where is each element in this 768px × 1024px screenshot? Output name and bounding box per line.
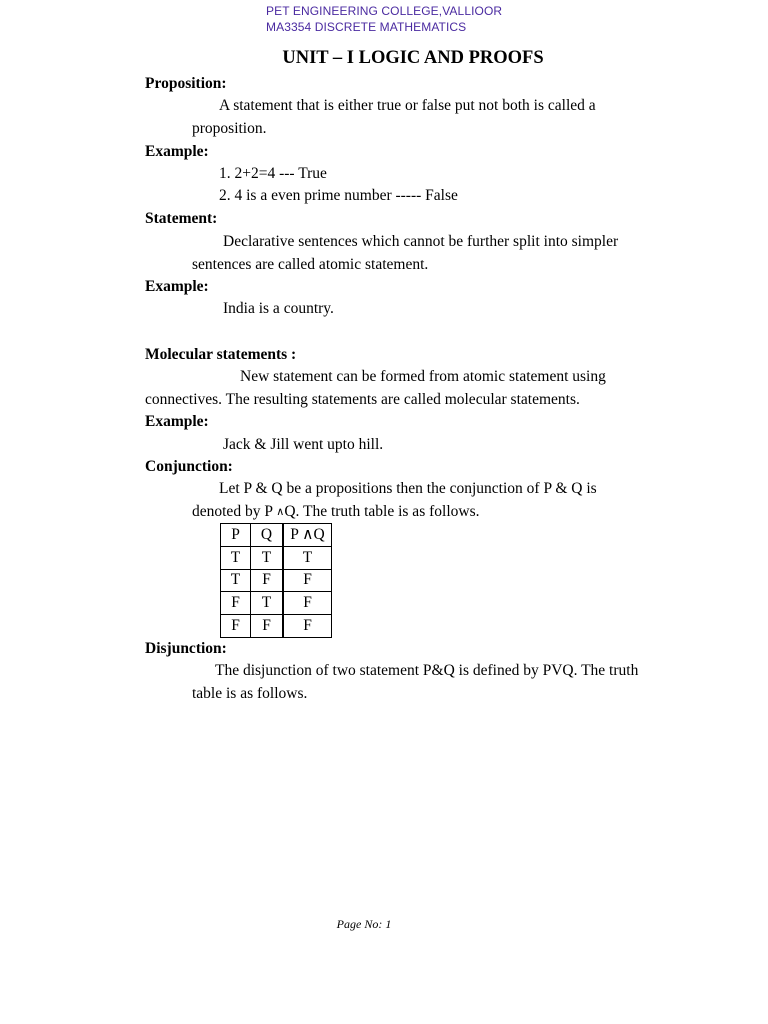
table-cell: F [221, 592, 251, 615]
disjunction-heading: Disjunction: [145, 640, 227, 657]
disjunction-line-2: table is as follows. [192, 685, 308, 702]
table-cell: T [251, 592, 284, 615]
table-row [221, 615, 332, 638]
table-cell: T [283, 546, 332, 569]
table-row [221, 592, 332, 615]
table-cell: F [283, 615, 332, 638]
proposition-line-2: proposition. [192, 120, 267, 137]
disjunction-line-1: The disjunction of two statement P&Q is defined by PVQ. The truth [215, 662, 639, 679]
statement-example: India is a country. [223, 300, 334, 317]
molecular-line-1: New statement can be formed from atomic statement using [240, 368, 606, 385]
molecular-line-2: connectives. The resulting statements are called molecular statements. [145, 391, 580, 408]
and-symbol: ∧ [276, 506, 285, 518]
conjunction-line-2 [192, 502, 479, 522]
proposition-example-1: 1. 2+2=4 --- True [219, 165, 327, 182]
molecular-example-heading: Example: [145, 413, 209, 430]
header-course: MA3354 DISCRETE MATHEMATICS [266, 20, 467, 34]
table-cell: F [283, 592, 332, 615]
table-header-cell: Q [251, 524, 284, 547]
table-header-cell: P ∧Q [283, 524, 332, 547]
table-cell: T [221, 546, 251, 569]
molecular-heading: Molecular statements : [145, 346, 297, 363]
table-cell: F [251, 615, 284, 638]
table-row [221, 569, 332, 592]
proposition-example-heading: Example: [145, 143, 209, 160]
conjunction-line-1: Let P & Q be a propositions then the conjunction of P & Q is [219, 480, 597, 497]
statement-line-1: Declarative sentences which cannot be further split into simpler [223, 233, 619, 250]
statement-line-2: sentences are called atomic statement. [192, 256, 429, 273]
table-cell: T [221, 569, 251, 592]
conjunction-line-2-start: denoted by P [192, 503, 273, 520]
statement-heading: Statement: [145, 210, 218, 227]
table-cell: F [283, 569, 332, 592]
proposition-line-1: A statement that is either true or false put not both is called a [219, 97, 596, 114]
statement-example-heading: Example: [145, 278, 209, 295]
proposition-example-2: 2. 4 is a even prime number ----- False [219, 187, 458, 204]
table-cell: F [221, 615, 251, 638]
table-cell: T [251, 546, 284, 569]
conjunction-truth-table [220, 523, 332, 638]
conjunction-heading: Conjunction: [145, 458, 233, 475]
table-header-row [221, 524, 332, 547]
page-title: UNIT – I LOGIC AND PROOFS [282, 48, 544, 68]
conjunction-line-2-end: Q. The truth table is as follows. [284, 503, 480, 520]
header-college: PET ENGINEERING COLLEGE,VALLIOOR [266, 4, 503, 18]
table-header-cell: P [221, 524, 251, 547]
table-cell: F [251, 569, 284, 592]
table-row [221, 546, 332, 569]
molecular-example: Jack & Jill went upto hill. [223, 436, 384, 453]
page-number: Page No: 1 [336, 917, 392, 931]
proposition-heading: Proposition: [145, 75, 227, 92]
